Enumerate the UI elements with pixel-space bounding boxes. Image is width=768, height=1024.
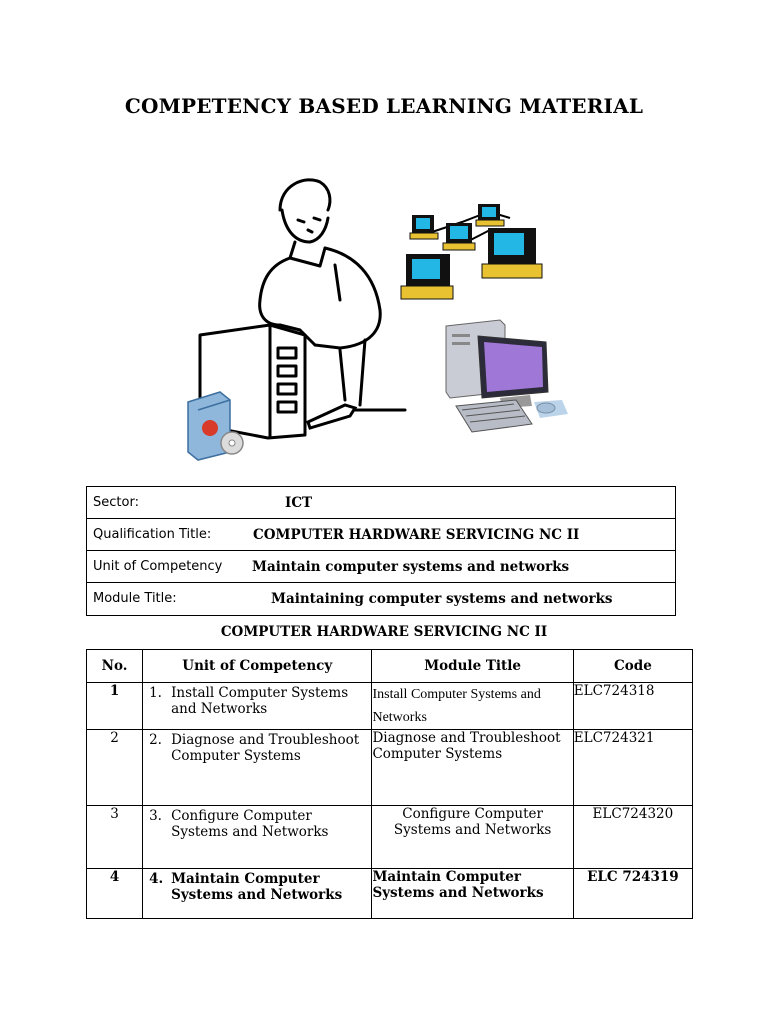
row-no: 4	[87, 869, 143, 919]
row-unit	[143, 683, 372, 730]
row-unit	[143, 730, 372, 806]
info-row-qualification	[87, 519, 675, 551]
row-code: ELC 724319	[573, 869, 692, 919]
row-unit-number: 1.	[149, 685, 162, 701]
sector-value: ICT	[285, 495, 313, 511]
row-module: Maintain Computer Systems and Networks	[372, 869, 573, 919]
row-unit-text: Configure Computer Systems and Networks	[171, 808, 329, 840]
qualification-value: COMPUTER HARDWARE SERVICING NC II	[253, 527, 580, 543]
row-unit	[143, 869, 372, 919]
row-module: Install Computer Systems and Networks	[372, 683, 573, 730]
competency-table	[86, 649, 693, 919]
row-no: 1	[87, 683, 143, 730]
row-code: ELC724318	[573, 683, 692, 730]
table-row	[87, 869, 693, 919]
row-no: 2	[87, 730, 143, 806]
info-row-module	[87, 583, 675, 615]
table-heading: COMPUTER HARDWARE SERVICING NC II	[220, 624, 548, 640]
row-unit-text: Install Computer Systems and Networks	[171, 685, 349, 717]
module-label: Module Title:	[93, 591, 177, 606]
sector-label: Sector:	[93, 495, 139, 510]
table-row	[87, 730, 693, 806]
header-unit: Unit of Competency	[143, 650, 372, 683]
desktop-computer-icon	[446, 320, 568, 432]
info-row-unit	[87, 551, 675, 583]
info-row-sector	[87, 487, 675, 519]
network-computers-icon	[401, 204, 542, 299]
row-unit-number: 3.	[149, 808, 162, 824]
row-code: ELC724320	[573, 806, 692, 869]
header-no: No.	[87, 650, 143, 683]
row-unit	[143, 806, 372, 869]
row-unit-text: Maintain Computer Systems and Networks	[171, 871, 343, 903]
module-value: Maintaining computer systems and networks	[271, 591, 613, 607]
header-code: Code	[573, 650, 692, 683]
qualification-label: Qualification Title:	[93, 527, 212, 542]
row-unit-text: Diagnose and Troubleshoot Computer Systems	[171, 732, 360, 764]
module-info-box	[86, 486, 676, 616]
cover-illustration	[170, 170, 610, 470]
row-no: 3	[87, 806, 143, 869]
header-module: Module Title	[372, 650, 573, 683]
row-unit-number: 4.	[149, 871, 164, 887]
unit-label: Unit of Competency	[93, 559, 223, 574]
row-unit-number: 2.	[149, 732, 162, 748]
row-module: Configure Computer Systems and Networks	[372, 806, 573, 869]
row-module: Diagnose and Troubleshoot Computer Systems	[372, 730, 573, 806]
document-title: COMPETENCY BASED LEARNING MATERIAL	[124, 94, 644, 118]
table-header-row	[87, 650, 693, 683]
table-row	[87, 683, 693, 730]
screwdriver-icon	[308, 405, 355, 428]
table-row	[87, 806, 693, 869]
unit-value: Maintain computer systems and networks	[252, 559, 570, 575]
row-code: ELC724321	[573, 730, 692, 806]
